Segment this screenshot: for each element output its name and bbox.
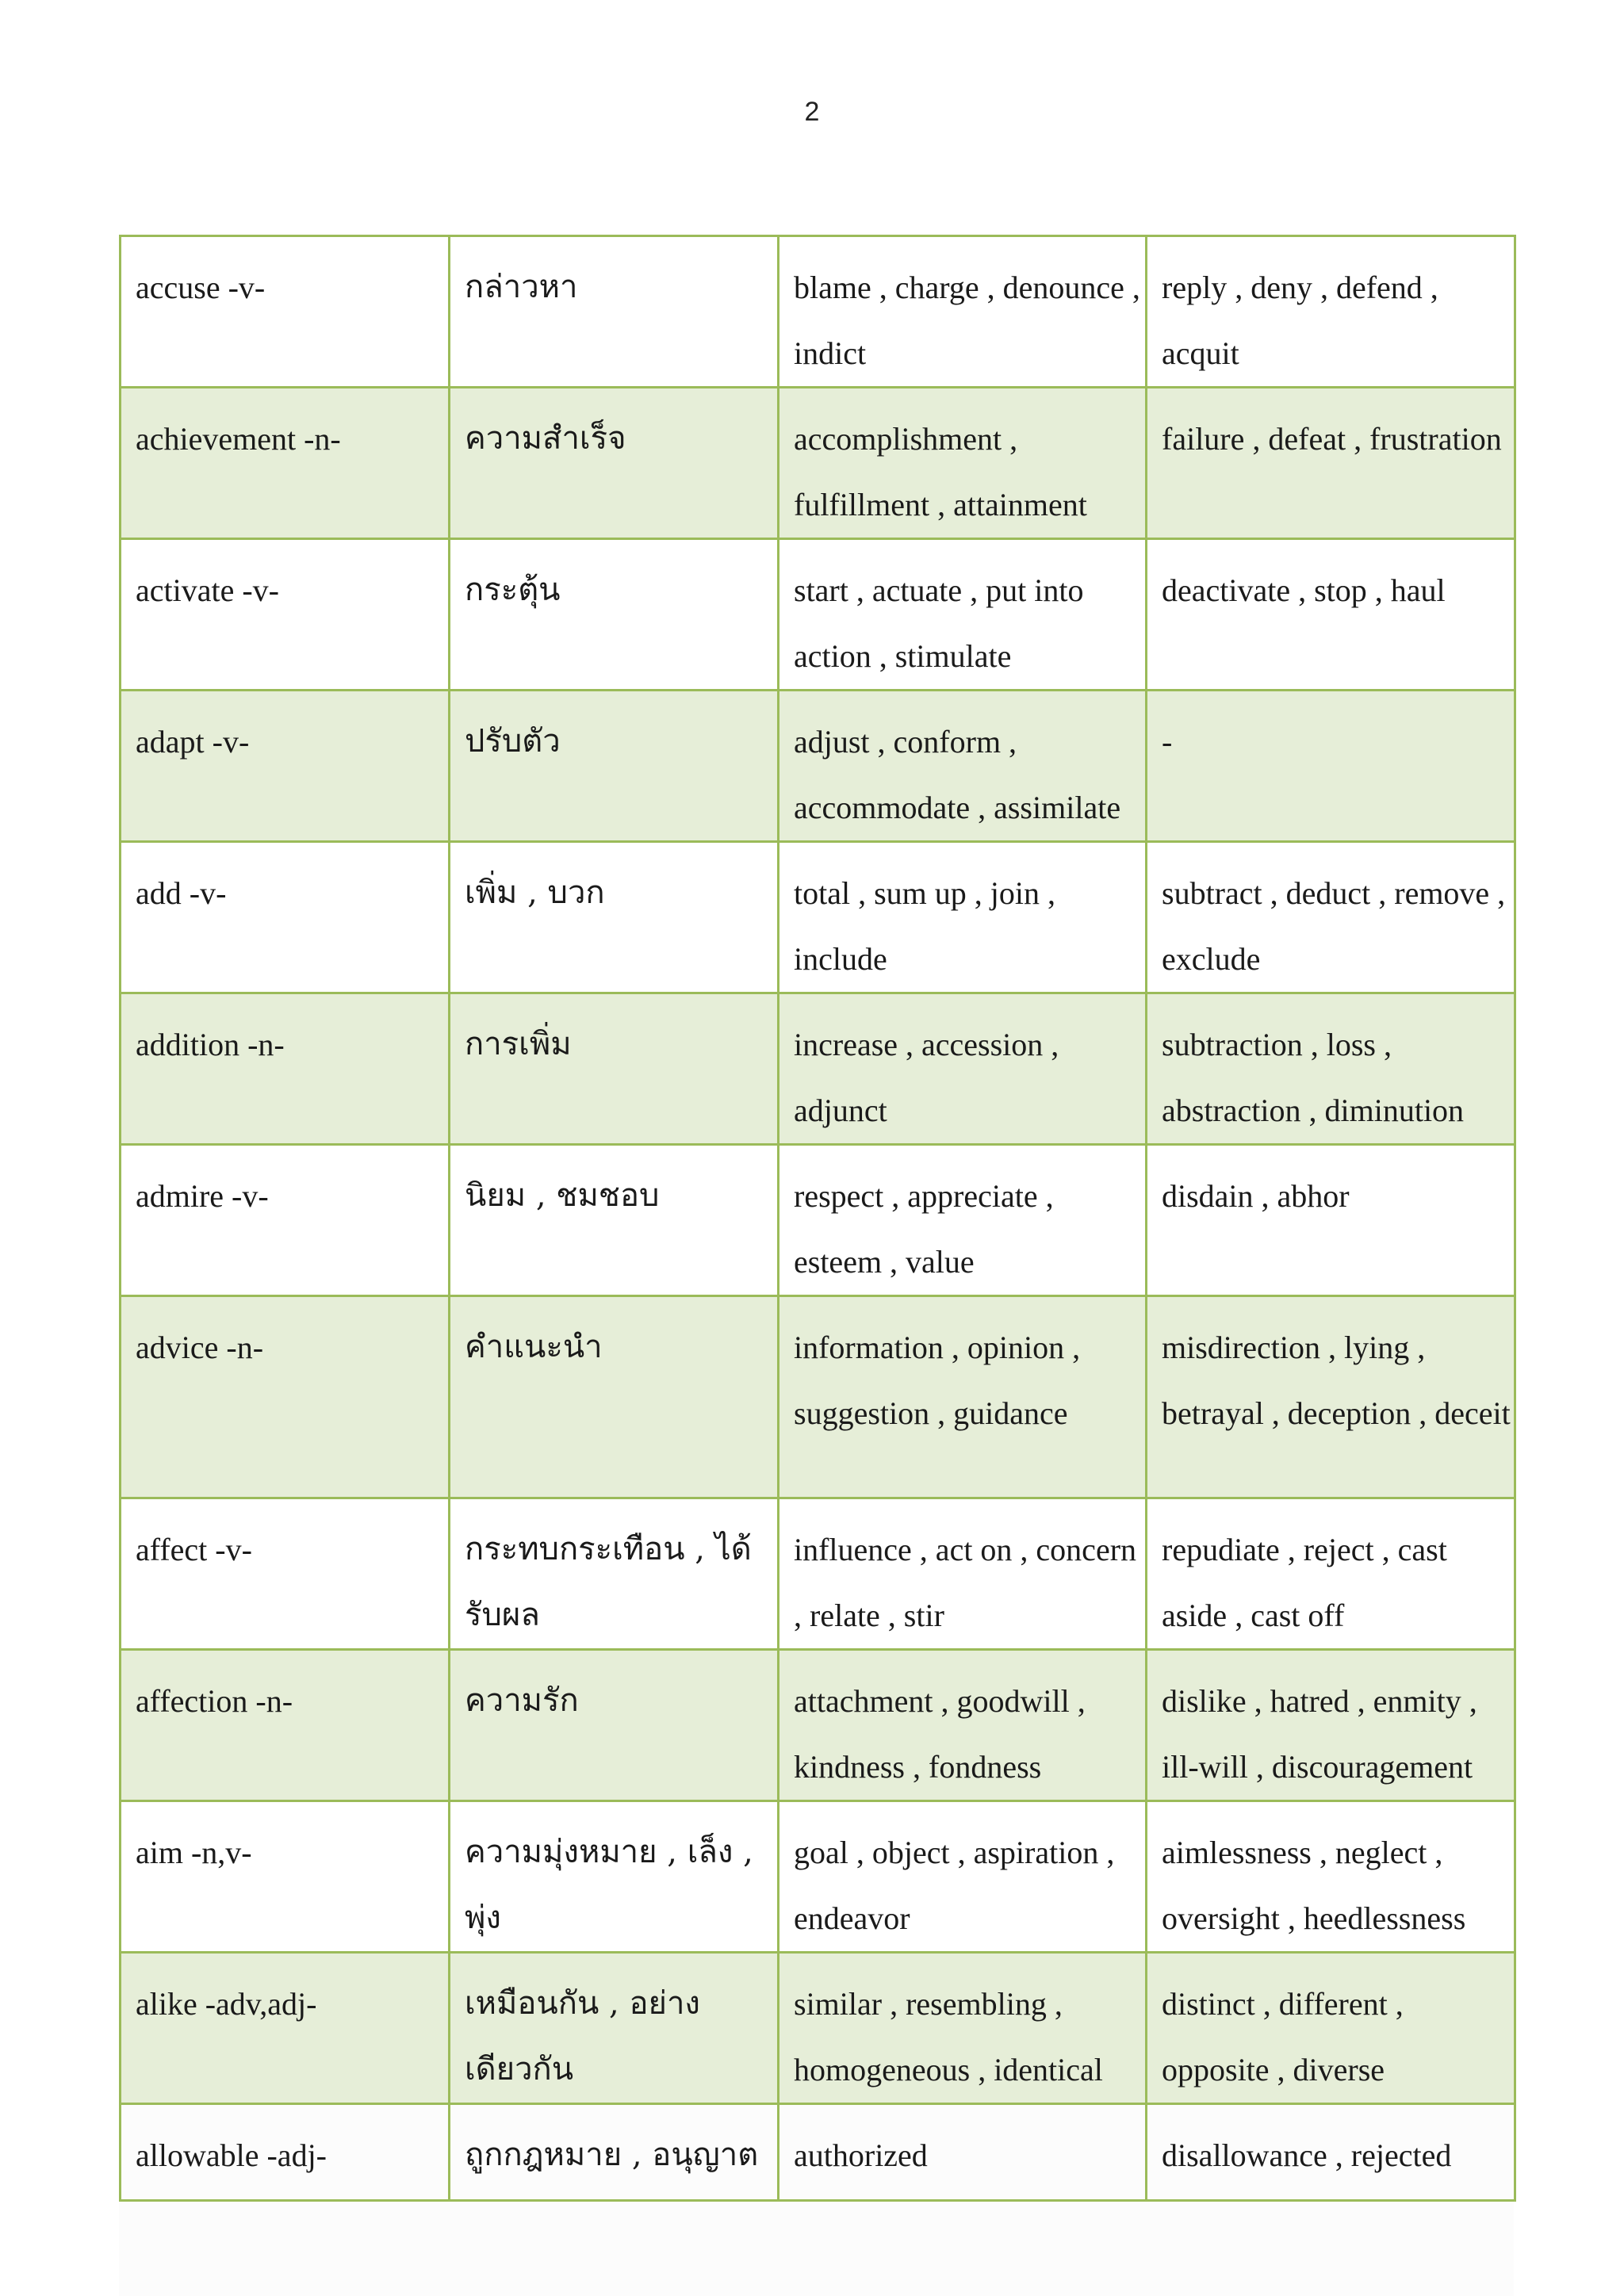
thai-meaning-cell: การเพิ่ม xyxy=(450,993,779,1145)
table-row xyxy=(121,1145,1515,1296)
antonyms-cell: - xyxy=(1147,691,1515,842)
word-cell: allowable -adj- xyxy=(121,2104,450,2201)
word-cell: alike -adv,adj- xyxy=(121,1953,450,2104)
thai-meaning-cell: ความมุ่งหมาย , เล็ง , พุ่ง xyxy=(450,1801,779,1953)
antonyms-cell: repudiate , reject , cast aside , cast off xyxy=(1147,1498,1515,1650)
synonyms-cell: increase , accession , adjunct xyxy=(779,993,1147,1145)
word-cell: add -v- xyxy=(121,842,450,993)
antonyms-cell: failure , defeat , frustration xyxy=(1147,388,1515,539)
thai-meaning-cell: กล่าวหา xyxy=(450,236,779,388)
antonyms-cell: dislike , hatred , enmity , ill-will , discouragement xyxy=(1147,1650,1515,1801)
table-row xyxy=(121,1953,1515,2104)
table-row xyxy=(121,1650,1515,1801)
synonyms-cell: influence , act on , concern , relate , stir xyxy=(779,1498,1147,1650)
thai-meaning-cell: ปรับตัว xyxy=(450,691,779,842)
thai-meaning-cell: นิยม , ชมชอบ xyxy=(450,1145,779,1296)
table-row xyxy=(121,993,1515,1145)
table-row xyxy=(121,691,1515,842)
word-cell: activate -v- xyxy=(121,539,450,691)
thai-meaning-cell: เพิ่ม , บวก xyxy=(450,842,779,993)
antonyms-cell: disdain , abhor xyxy=(1147,1145,1515,1296)
table-row xyxy=(121,388,1515,539)
word-cell: affection -n- xyxy=(121,1650,450,1801)
antonyms-cell: distinct , different , opposite , diverse xyxy=(1147,1953,1515,2104)
word-cell: advice -n- xyxy=(121,1296,450,1498)
table-row xyxy=(121,539,1515,691)
synonyms-cell: similar , resembling , homogeneous , identical xyxy=(779,1953,1147,2104)
antonyms-cell: deactivate , stop , haul xyxy=(1147,539,1515,691)
thai-meaning-cell: คำแนะนำ xyxy=(450,1296,779,1498)
word-cell: admire -v- xyxy=(121,1145,450,1296)
antonyms-cell: subtraction , loss , abstraction , diminution xyxy=(1147,993,1515,1145)
word-cell: achievement -n- xyxy=(121,388,450,539)
table-row xyxy=(121,2104,1515,2201)
page-number: 2 xyxy=(804,97,820,127)
antonyms-cell: subtract , deduct , remove , exclude xyxy=(1147,842,1515,993)
thai-meaning-cell: ความรัก xyxy=(450,1650,779,1801)
thai-meaning-cell: กระตุ้น xyxy=(450,539,779,691)
synonyms-cell: accomplishment , fulfillment , attainment xyxy=(779,388,1147,539)
table-row xyxy=(121,1801,1515,1953)
thai-meaning-cell: ความสำเร็จ xyxy=(450,388,779,539)
table-row xyxy=(121,842,1515,993)
synonyms-cell: goal , object , aspiration , endeavor xyxy=(779,1801,1147,1953)
thai-meaning-cell: กระทบกระเทือน , ได้รับผล xyxy=(450,1498,779,1650)
vocabulary-table xyxy=(119,235,1516,2202)
word-cell: affect -v- xyxy=(121,1498,450,1650)
table-row xyxy=(121,1498,1515,1650)
synonyms-cell: information , opinion , suggestion , guidance xyxy=(779,1296,1147,1498)
table-row xyxy=(121,236,1515,388)
synonyms-cell: total , sum up , join , include xyxy=(779,842,1147,993)
word-cell: addition -n- xyxy=(121,993,450,1145)
antonyms-cell: aimlessness , neglect , oversight , heedlessness xyxy=(1147,1801,1515,1953)
word-cell: adapt -v- xyxy=(121,691,450,842)
synonyms-cell: blame , charge , denounce , indict xyxy=(779,236,1147,388)
antonyms-cell: reply , deny , defend , acquit xyxy=(1147,236,1515,388)
thai-meaning-cell: เหมือนกัน , อย่างเดียวกัน xyxy=(450,1953,779,2104)
antonyms-cell: misdirection , lying , betrayal , deception , deceit xyxy=(1147,1296,1515,1498)
synonyms-cell: adjust , conform , accommodate , assimilate xyxy=(779,691,1147,842)
word-cell: accuse -v- xyxy=(121,236,450,388)
table-row xyxy=(121,1296,1515,1498)
thai-meaning-cell: ถูกกฎหมาย , อนุญาต xyxy=(450,2104,779,2201)
synonyms-cell: authorized xyxy=(779,2104,1147,2201)
synonyms-cell: attachment , goodwill , kindness , fondness xyxy=(779,1650,1147,1801)
antonyms-cell: disallowance , rejected xyxy=(1147,2104,1515,2201)
synonyms-cell: start , actuate , put into action , stimulate xyxy=(779,539,1147,691)
word-cell: aim -n,v- xyxy=(121,1801,450,1953)
synonyms-cell: respect , appreciate , esteem , value xyxy=(779,1145,1147,1296)
